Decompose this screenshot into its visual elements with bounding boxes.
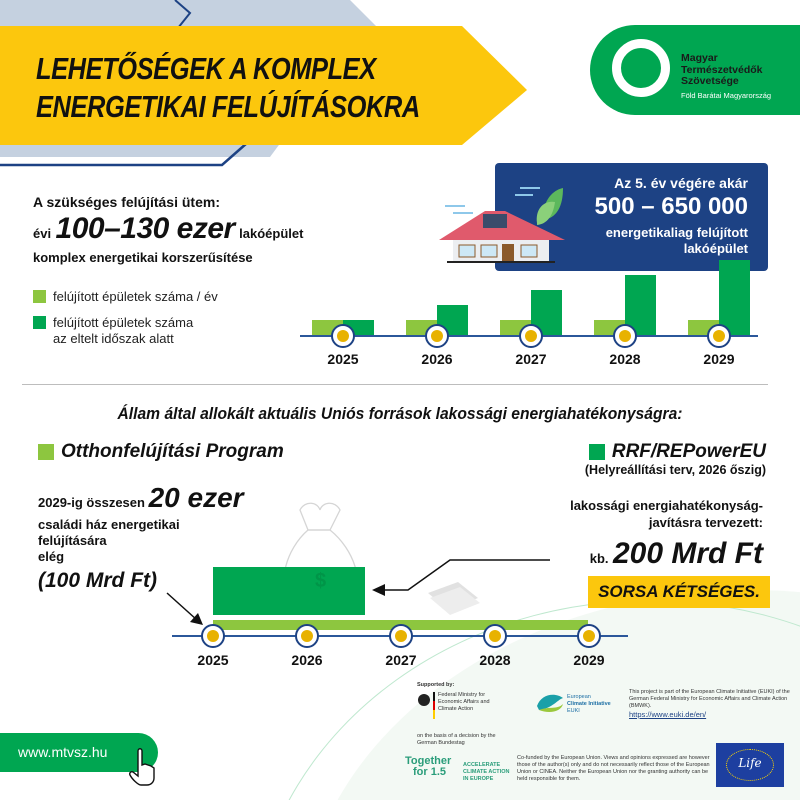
- callout-desc-line: energetikaliag felújított: [605, 225, 748, 240]
- year-marker-icon: [577, 624, 601, 648]
- left-line: családi ház energetikai: [38, 517, 180, 532]
- eu-life-logo: [716, 743, 784, 787]
- together-logo: [405, 756, 451, 778]
- euki-line: Climate Initiative: [567, 701, 611, 707]
- year-label: 2026: [291, 652, 323, 668]
- year-marker-icon: [483, 624, 507, 648]
- year-marker-icon: [613, 324, 637, 348]
- year-label: 2027: [385, 652, 417, 668]
- legend-label: felújított épületek száma / év: [53, 289, 218, 304]
- bundestag-label: on the basis of a decision by the German Bundestag: [417, 733, 496, 746]
- timeline2-graphics: [0, 480, 800, 680]
- rate-description: komplex energetikai korszerűsítése: [33, 250, 253, 265]
- year-label: 2025: [197, 652, 229, 668]
- logo-name: [681, 53, 763, 88]
- legend-swatch-green: [33, 316, 46, 329]
- cash-stack-icon: [428, 582, 480, 615]
- right-amount-prefix: kb.: [589, 551, 609, 566]
- legend-label-line: az eltelt időszak alatt: [53, 331, 174, 346]
- mtvsz-logo[interactable]: [590, 25, 800, 115]
- rate-suffix: lakóépület: [239, 226, 304, 241]
- callout-desc-line: lakóépület: [683, 241, 748, 256]
- doubt-badge: SORSA KÉTSÉGES.: [588, 576, 770, 608]
- page-title: [36, 50, 420, 126]
- year-label: 2028: [609, 351, 641, 367]
- program-swatch-green: [589, 444, 605, 460]
- euki-line: EUKI: [567, 708, 580, 714]
- house-icon: [435, 178, 575, 263]
- legend-label-line: felújított épületek száma: [53, 315, 194, 330]
- year-marker-icon: [707, 324, 731, 348]
- year-marker-icon: [295, 624, 319, 648]
- callout-line1: Az 5. év végére akár: [614, 175, 748, 191]
- year-label: 2029: [703, 351, 735, 367]
- svg-text:$: $: [315, 570, 327, 592]
- right-amount-value: 200 Mrd Ft: [612, 537, 763, 570]
- legend-item-cumulative: [33, 315, 193, 347]
- euki-link[interactable]: https://www.euki.de/en/: [629, 710, 707, 719]
- logo-name-line: Szövetsége: [681, 75, 739, 87]
- program-otthonfelujitasi: [38, 441, 284, 463]
- pointer-hand-icon: [128, 747, 158, 787]
- year-label: 2026: [421, 351, 453, 367]
- bar-cumulative: [719, 260, 750, 335]
- left-amount: (100 Mrd Ft): [38, 569, 158, 592]
- year-label: 2029: [573, 652, 605, 668]
- right-line: lakossági energiahatékonyság-: [570, 498, 763, 513]
- program-rrf: [589, 441, 766, 463]
- rate-line: [33, 212, 303, 246]
- year-label: 2025: [327, 351, 359, 367]
- life-label: Life: [738, 756, 762, 770]
- year-marker-icon: [201, 624, 225, 648]
- together-line: Together: [405, 755, 452, 767]
- section2-title: Állam által allokált aktuális Uniós források lakossági energiahatékonyságra:: [117, 404, 683, 423]
- program-name: Otthonfelújítási Program: [61, 441, 284, 462]
- section-divider: [22, 384, 768, 385]
- logo-name-line: Természetvédők: [681, 63, 763, 76]
- bmwk-label: Federal Ministry for Economic Affairs and Climate Action: [438, 692, 490, 712]
- legend-label: [53, 315, 193, 347]
- year-marker-icon: [389, 624, 413, 648]
- legend-item-annual: [33, 289, 218, 305]
- left-prefix: 2029-ig összesen: [38, 495, 145, 510]
- logo-subtitle: Föld Barátai Magyarország: [681, 91, 772, 100]
- title-line-1: LEHETŐSÉGEK A KOMPLEX: [36, 51, 376, 86]
- year-marker-icon: [425, 324, 449, 348]
- year-label: 2027: [515, 351, 547, 367]
- year-label: 2028: [479, 652, 511, 668]
- title-line-2: ENERGETIKAI FELÚJÍTÁSOKRA: [36, 89, 420, 124]
- rate-label: A szükséges felújítási ütem:: [33, 194, 220, 210]
- rate-prefix: évi: [33, 226, 52, 241]
- right-line: javításra tervezett:: [648, 515, 763, 530]
- legend-swatch-light-green: [33, 290, 46, 303]
- callout-desc: [606, 225, 748, 257]
- year-marker-icon: [331, 324, 355, 348]
- euki-line: European: [567, 694, 591, 700]
- cofunded-disclaimer: Co-funded by the European Union. Views and opinions expressed are however those of the author(s) only and do not necessarily reflect those of the European Union or CINEA. Neither the European Union nor the granting authority can be held responsible for them.: [517, 755, 710, 782]
- accelerate-label: ACCELERATE CLIMATE ACTION IN EUROPE: [463, 762, 510, 782]
- left-line: felújítására: [38, 533, 107, 548]
- supported-by-label: Supported by:: [417, 682, 455, 688]
- left-big-number: 20 ezer: [148, 482, 244, 513]
- program-swatch-light-green: [38, 444, 54, 460]
- left-line: elég: [38, 549, 65, 564]
- rate-big-number: 100–130 ezer: [55, 212, 235, 245]
- logo-name-line: Magyar: [681, 52, 718, 64]
- euki-description: This project is part of the European Climate Initiative (EUKI) of the German Federal Ministry for Economic Affairs and Climate Action (BMWK).: [629, 689, 790, 709]
- program-name: RRF/REPowerEU: [611, 441, 766, 462]
- together-line: for 1.5: [413, 766, 447, 778]
- program-rrf-subtitle: (Helyreállítási terv, 2026 őszig): [584, 463, 766, 477]
- website-url[interactable]: www.mtvsz.hu: [18, 744, 108, 760]
- year-marker-icon: [519, 324, 543, 348]
- euki-label: [567, 694, 611, 715]
- logo-ring-icon: [612, 39, 670, 97]
- euki-logo-icon: [535, 692, 565, 714]
- callout-big-number: 500 – 650 000: [594, 193, 748, 220]
